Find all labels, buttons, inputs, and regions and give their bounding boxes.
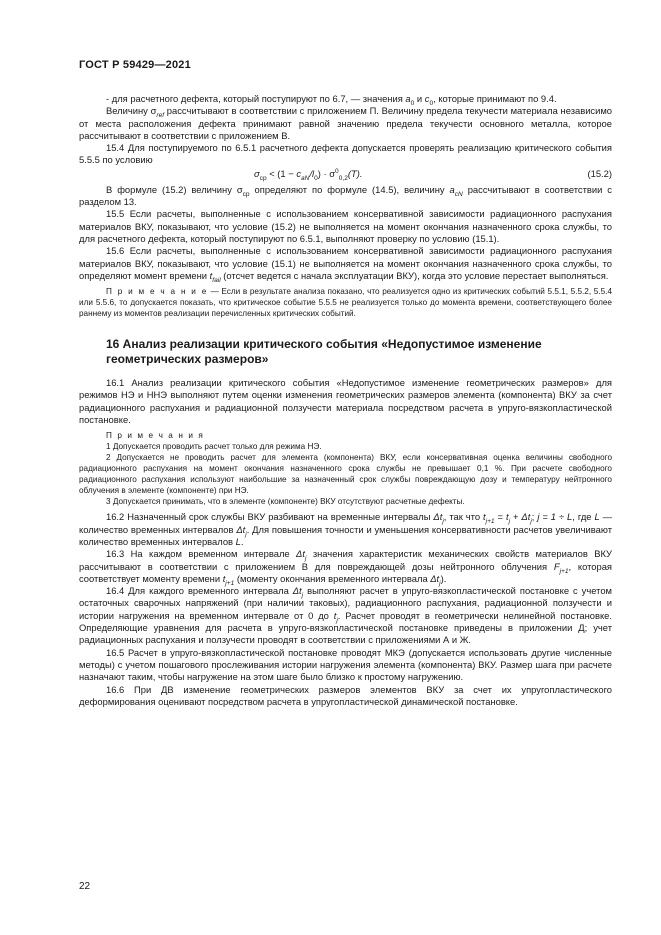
note-item: 3 Допускается принимать, что в элементе (компоненте) ВКУ отсутствуют расчетные дефекты. xyxy=(106,497,465,507)
document-header: ГОСТ Р 59429—2021 xyxy=(79,59,191,71)
paragraph-15-4: 15.4 Для поступируемого по 6.5.1 расчетного дефекта допускается проверять реализацию критического события 5.5.5 по условию xyxy=(79,142,612,166)
document-body xyxy=(79,93,612,708)
formula-expression: $\sigma_{ср} < (1 - c_{aN}/l_0) \cdot \sigma^0_{0,2}(T)$. xyxy=(254,167,363,182)
paragraph-defect-values: - для расчетного дефекта, который поступируют по 6.7, — значения $a_0$ и $c_0$, которые принимают по 9.4. xyxy=(106,93,557,107)
paragraph-16-3: 16.3 На каждом временном интервале $\Delta t_j$ значения характеристик механических свойств материалов ВКУ рассчитывают в соответствии с приложением В для повреждающей дозы нейтронного облучения $F_{j+1}$, которая соответствует моменту времени $t_{j+1}$ (моменту окончания временного интервала $\Delta t_j$). xyxy=(79,548,613,587)
paragraph-16-1: 16.1 Анализ реализации критического события «Недопустимое изменение геометрических размеров» для режимов НЭ и ННЭ выполняют путем оценки изменения геометрических размеров элемента (компонента) ВКУ за счет радиационного распухания и радиационной ползучести материала посредством расчета в упруго-вязкопластической постановке. xyxy=(79,377,612,426)
paragraph-16-5: 16.5 Расчет в упруго-вязкопластической постановке проводят МКЭ (допускается использовать другие численные методы) с учетом пошагового прослеживания истории нагружения элемента (компонента) ВКУ. Размер шага при расчете назначают таким, чтобы нагружение на этом шаге было близко к простому нагружению. xyxy=(79,646,612,683)
note-15: П р и м е ч а н и е — Если в результате анализа показано, что реализуется одно из критических событий 5.5.1, 5.5.2, 5.5.4 или 5.5.6, то допускается показать, что критическое событие 5.5.5 не реализуется только до момента времени, соответствующего более раннему из моментов реализации перечисленных критических событий. xyxy=(79,287,612,319)
page-number: 22 xyxy=(79,881,91,892)
notes-label: П р и м е ч а н и я xyxy=(106,431,205,441)
section-16-heading: 16 Анализ реализации критического события «Недопустимое изменение геометрических размеров» xyxy=(106,337,542,367)
note-label: П р и м е ч а н и е xyxy=(106,287,208,297)
paragraph-15-5: 15.5 Если расчеты, выполненные с использованием консервативной зависимости радиационного распухания материалов ВКУ, показывают, что условие (15.2) не выполняется на момент окончания назначенного срока службы, то для расчетного дефекта, который поступируют по 6.5.1, выполняют проверку по условию (15.1). xyxy=(79,208,612,244)
paragraph-16-2: 16.2 Назначенный срок службы ВКУ разбивают на временные интервалы $\Delta t_j$, так что $t_{j+1} = t_j + \Delta t_j$; j = 1 ÷ L, где L — количество временных интервалов $\Delta t_j$. Для повышения точности и уменьшения консервативности расчетов увеличивают количество временных интервалов L. xyxy=(79,511,613,547)
paragraph-16-4: 16.4 Для каждого временного интервала $\Delta t_j$ выполняют расчет в упруго-вязкопластической постановке с учетом остаточных сварочных напряжений (при наличии таковых), радиационного распухания, радиационной ползучести и истории нагружения на временном интервале от 0 до $t_j$. Расчет проводят в геометрически нелинейной постановке. Определяющие уравнения для расчета в упруго-вязкопластической постановке приведены в приложении Д; учет радиационных распухания и ползучести проводят в соответствии с приложениями А и Ж. xyxy=(79,585,613,646)
note-item: 1 Допускается проводить расчет только для режима НЭ. xyxy=(106,442,322,452)
note-item: 2 Допускается не проводить расчет для элемента (компонента) ВКУ, если консервативная оценка величины свободного радиационного распухания на момент окончания назначенного срока службы не превышает 0,1 %. При расчете свободного радиационного распухания используют наибольшие за назначенный срок службы повреждающую дозу и температуру нейтронного облучения в элементе (компоненте) при НЭ. xyxy=(79,453,612,496)
formula-15-2 xyxy=(79,168,612,182)
notes-16 xyxy=(79,430,612,507)
paragraph-15-6: 15.6 Если расчеты, выполненные с использованием консервативной зависимости радиационного распухания материалов ВКУ, показывают, что условие (15.1) не выполняется на момент окончания назначенного срока службы, то определяют момент времени $t_{fail}$ (отсчет ведется с начала эксплуатации ВКУ), когда это условие перестает выполняться. xyxy=(79,245,612,284)
paragraph-formula-explanation: В формуле (15.2) величину $\sigma_{ср}$ определяют по формуле (14.5), величину $a_{cN}$ рассчитывают в соответствии с разделом 13. xyxy=(79,183,612,208)
paragraph-16-6: 16.6 При ДВ изменение геометрических размеров элементов ВКУ за счет их упругопластического деформирования оценивают посредством расчета в упругопластической динамической постановке. xyxy=(79,683,612,707)
formula-number: (15.2) xyxy=(587,167,612,179)
paragraph-sigma-ref: Величину $\sigma_{ref}$ рассчитывают в соответствии с приложением П. Величину предела текучести материала независимо от места расположения дефекта принимают равной значению предела текучести основного металла, которое рассчитывают в соответствии с приложением В. xyxy=(79,105,613,141)
